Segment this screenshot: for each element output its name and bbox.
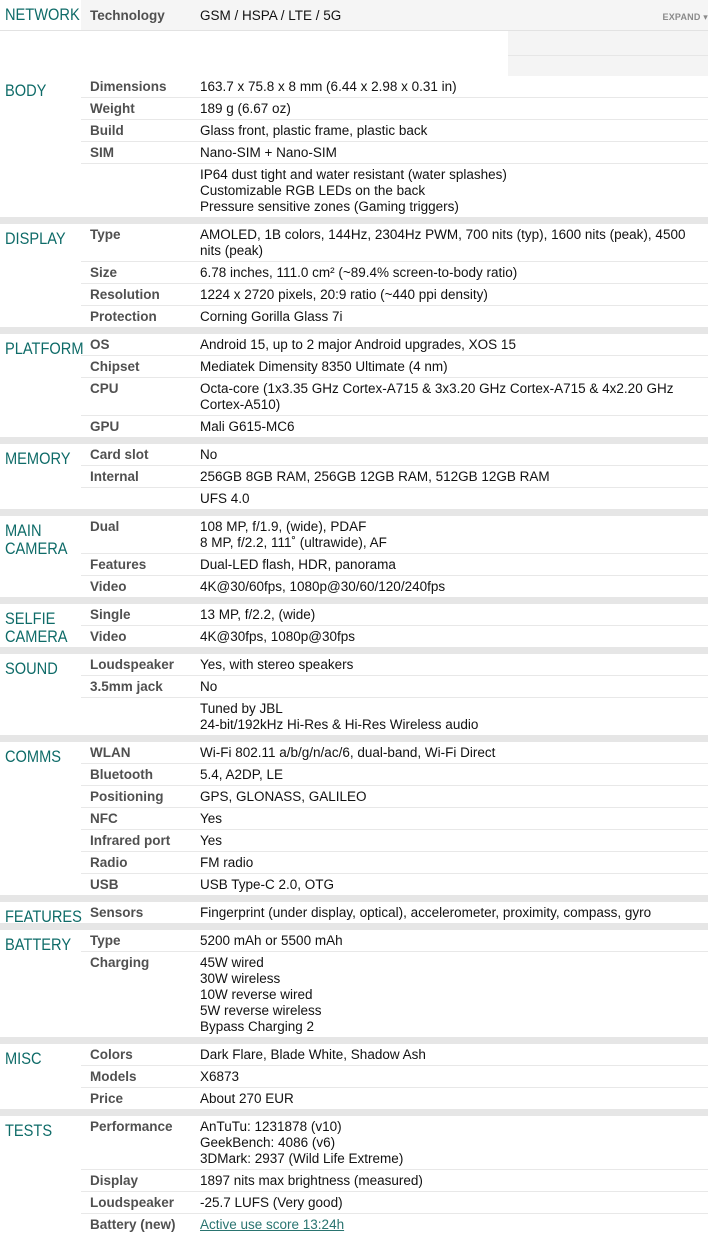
- section-title: DISPLAY: [5, 229, 66, 248]
- section-selfie-camera: [0, 597, 708, 647]
- divider: [508, 55, 708, 56]
- section-title: FEATURES: [5, 907, 82, 926]
- battery-score-link[interactable]: Active use score 13:24h: [200, 1217, 345, 1232]
- spec-label: Loudspeaker: [90, 657, 175, 672]
- spec-label: Dual: [90, 519, 120, 534]
- spec-value: Yes: [200, 811, 223, 826]
- spec-label: Video: [90, 579, 127, 594]
- spec-label: Internal: [90, 469, 139, 484]
- spec-label: Price: [90, 1091, 124, 1106]
- spec-label: NFC: [90, 811, 118, 826]
- spec-label: 3.5mm jack: [90, 679, 163, 694]
- spec-label: Bluetooth: [90, 767, 153, 782]
- spec-value: -25.7 LUFS (Very good): [200, 1195, 343, 1210]
- spec-value: 256GB 8GB RAM, 256GB 12GB RAM, 512GB 12GB RAM: [200, 469, 550, 484]
- spec-row: [81, 334, 708, 355]
- spec-label: Dimensions: [90, 79, 167, 94]
- spec-label: [81, 488, 191, 509]
- spec-value: Mali G615-MC6: [200, 419, 295, 434]
- spec-label: Infrared port: [90, 833, 171, 848]
- spec-label: Resolution: [90, 287, 160, 302]
- spec-value: Corning Gorilla Glass 7i: [200, 309, 343, 324]
- section-title: COMMS: [5, 747, 62, 766]
- section-sound: [0, 647, 708, 735]
- spec-row: [81, 675, 708, 697]
- spec-row: [81, 444, 708, 465]
- spec-label: Positioning: [90, 789, 164, 804]
- spec-row: [81, 604, 708, 625]
- spec-label: Protection: [90, 309, 157, 324]
- section-rows: [81, 516, 708, 597]
- spec-value: Glass front, plastic frame, plastic back: [200, 123, 428, 138]
- spec-value: 5.4, A2DP, LE: [200, 767, 284, 782]
- spec-value: Mediatek Dimensity 8350 Ultimate (4 nm): [200, 359, 448, 374]
- section-title: BATTERY: [5, 935, 72, 954]
- section-platform: [0, 327, 708, 437]
- spec-row: [81, 224, 708, 261]
- spec-label: Sensors: [90, 905, 144, 920]
- spec-value: About 270 EUR: [200, 1091, 294, 1106]
- section-memory: [0, 437, 708, 509]
- spec-label: [81, 164, 191, 217]
- section-rows: [81, 654, 708, 735]
- spec-label: Colors: [90, 1047, 133, 1062]
- section-rows: [81, 1044, 708, 1109]
- spec-value: GPS, GLONASS, GALILEO: [200, 789, 367, 804]
- spec-value: Dual-LED flash, HDR, panorama: [200, 557, 396, 572]
- spec-label: Type: [90, 933, 121, 948]
- spec-value: 45W wired 30W wireless 10W reverse wired 5W reverse wireless Bypass Charging 2: [200, 955, 322, 1034]
- blank-panel: [0, 31, 508, 76]
- spec-row: [81, 851, 708, 873]
- spec-value: 13 MP, f/2.2, (wide): [200, 607, 316, 622]
- section-title: SELFIE CAMERA: [5, 609, 68, 646]
- spec-row: [81, 97, 708, 119]
- section-title: BODY: [5, 81, 47, 100]
- spec-row: [81, 763, 708, 785]
- spec-label: CPU: [90, 381, 119, 396]
- spec-row: [81, 76, 708, 97]
- spec-row: [81, 1213, 708, 1235]
- spec-label: Models: [90, 1069, 137, 1084]
- spec-label: Radio: [90, 855, 128, 870]
- spec-value: 5200 mAh or 5500 mAh: [200, 933, 343, 948]
- spec-label: Technology: [90, 8, 165, 23]
- section-title: TESTS: [5, 1121, 53, 1140]
- spec-row: [81, 930, 708, 951]
- spec-row: [81, 1116, 708, 1169]
- section-network: [0, 0, 708, 30]
- spec-label: [81, 698, 191, 735]
- spec-value: FM radio: [200, 855, 254, 870]
- spec-value: Yes, with stereo speakers: [200, 657, 354, 672]
- spec-value: AMOLED, 1B colors, 144Hz, 2304Hz PWM, 700 nits (typ), 1600 nits (peak), 4500 nits (peak): [200, 227, 686, 258]
- spec-row: [81, 1169, 708, 1191]
- spec-value: Tuned by JBL 24-bit/192kHz Hi-Res & Hi-Res Wireless audio: [200, 701, 479, 732]
- expand-button[interactable]: EXPAND ▾: [662, 12, 708, 22]
- section-battery: [0, 923, 708, 1037]
- spec-value: Wi-Fi 802.11 a/b/g/n/ac/6, dual-band, Wi-Fi Direct: [200, 745, 496, 760]
- spec-row: [81, 1044, 708, 1065]
- section-rows: [81, 444, 708, 509]
- spec-row: [81, 785, 708, 807]
- section-title: NETWORK: [5, 5, 80, 24]
- section-title: MAIN CAMERA: [5, 521, 68, 558]
- spec-row: [81, 807, 708, 829]
- spec-row: [81, 742, 708, 763]
- spec-label: Single: [90, 607, 131, 622]
- spec-row: [81, 873, 708, 895]
- section-title: MEMORY: [5, 449, 71, 468]
- section-rows: [81, 742, 708, 895]
- spec-value: X6873: [200, 1069, 240, 1084]
- spec-row: [81, 654, 708, 675]
- spec-label: Video: [90, 629, 127, 644]
- spec-label: Type: [90, 227, 121, 242]
- spec-label: Charging: [90, 955, 150, 970]
- section-title: SOUND: [5, 659, 58, 678]
- spec-label: Build: [90, 123, 124, 138]
- spec-value: 163.7 x 75.8 x 8 mm (6.44 x 2.98 x 0.31 in): [200, 79, 457, 94]
- spec-row: [81, 829, 708, 851]
- spec-label: Size: [90, 265, 118, 280]
- spec-row: [81, 377, 708, 415]
- section-rows: [81, 224, 708, 327]
- spec-row: [81, 1065, 708, 1087]
- section-main-camera: [0, 509, 708, 597]
- section-title: PLATFORM: [5, 339, 84, 358]
- spec-row: [81, 516, 708, 553]
- spec-value: 108 MP, f/1.9, (wide), PDAF 8 MP, f/2.2, 111˚ (ultrawide), AF: [200, 519, 387, 550]
- spec-value: 4K@30fps, 1080p@30fps: [200, 629, 356, 644]
- spec-value: No: [200, 447, 218, 462]
- spec-label: WLAN: [90, 745, 131, 760]
- section-rows: [81, 902, 708, 923]
- spec-label: Chipset: [90, 359, 140, 374]
- spec-row: [81, 261, 708, 283]
- spec-value: Dark Flare, Blade White, Shadow Ash: [200, 1047, 426, 1062]
- spec-value: Nano-SIM + Nano-SIM: [200, 145, 337, 160]
- section-rows: [81, 1116, 708, 1235]
- spec-value: Yes: [200, 833, 223, 848]
- spec-row: [81, 902, 708, 923]
- spec-label: Loudspeaker: [90, 1195, 175, 1210]
- spec-row: [81, 0, 708, 30]
- section-rows: [81, 0, 708, 30]
- spec-sections: [0, 76, 708, 1235]
- spec-row: [81, 141, 708, 163]
- section-title: MISC: [5, 1049, 42, 1068]
- section-misc: [0, 1037, 708, 1109]
- spec-row: [81, 163, 708, 217]
- section-features: [0, 895, 708, 926]
- spec-value: UFS 4.0: [200, 491, 250, 506]
- spec-row: [81, 1191, 708, 1213]
- spec-value: 1224 x 2720 pixels, 20:9 ratio (~440 ppi density): [200, 287, 488, 302]
- spec-label: SIM: [90, 145, 115, 160]
- spec-row: [81, 283, 708, 305]
- spec-row: [81, 553, 708, 575]
- spec-label: Weight: [90, 101, 135, 116]
- section-body: [0, 76, 708, 217]
- spec-value: Octa-core (1x3.35 GHz Cortex-A715 & 3x3.20 GHz Cortex-A715 & 4x2.20 GHz Cortex-A510): [200, 381, 674, 412]
- spec-row: [81, 1087, 708, 1109]
- spec-label: USB: [90, 877, 119, 892]
- network-expansion-area: [0, 30, 708, 76]
- spec-row: [81, 487, 708, 509]
- spec-label: Features: [90, 557, 147, 572]
- spec-value: 1897 nits max brightness (measured): [200, 1173, 423, 1188]
- spec-label: Card slot: [90, 447, 149, 462]
- spec-row: [81, 697, 708, 735]
- spec-value: AnTuTu: 1231878 (v10) GeekBench: 4086 (v6) 3DMark: 2937 (Wild Life Extreme): [200, 1119, 404, 1166]
- spec-row: [81, 465, 708, 487]
- spec-value: USB Type-C 2.0, OTG: [200, 877, 335, 892]
- spec-row: [81, 415, 708, 437]
- spec-value: GSM / HSPA / LTE / 5G: [200, 8, 342, 23]
- section-rows: [81, 76, 708, 217]
- spec-label: GPU: [90, 419, 120, 434]
- spec-row: [81, 625, 708, 647]
- spec-label: Display: [90, 1173, 139, 1188]
- section-rows: [81, 604, 708, 647]
- spec-value: Fingerprint (under display, optical), accelerometer, proximity, compass, gyro: [200, 905, 652, 920]
- spec-label: Battery (new): [90, 1217, 176, 1232]
- section-rows: [81, 930, 708, 1037]
- spec-value: IP64 dust tight and water resistant (water splashes) Customizable RGB LEDs on the back Pressure sensitive zones (Gaming triggers): [200, 167, 507, 214]
- spec-value: Android 15, up to 2 major Android upgrades, XOS 15: [200, 337, 516, 352]
- spec-label: OS: [90, 337, 110, 352]
- spec-value: [191, 1214, 708, 1235]
- spec-row: [81, 305, 708, 327]
- section-rows: [81, 334, 708, 437]
- spec-value: 6.78 inches, 111.0 cm² (~89.4% screen-to-body ratio): [200, 265, 518, 280]
- spec-label: Performance: [90, 1119, 173, 1134]
- section-comms: [0, 735, 708, 895]
- spec-row: [81, 951, 708, 1037]
- spec-value: No: [200, 679, 218, 694]
- spec-row: [81, 355, 708, 377]
- section-display: [0, 217, 708, 327]
- spec-value: 4K@30/60fps, 1080p@30/60/120/240fps: [200, 579, 446, 594]
- spec-row: [81, 575, 708, 597]
- spec-row: [81, 119, 708, 141]
- section-tests: [0, 1109, 708, 1235]
- spec-value: 189 g (6.67 oz): [200, 101, 291, 116]
